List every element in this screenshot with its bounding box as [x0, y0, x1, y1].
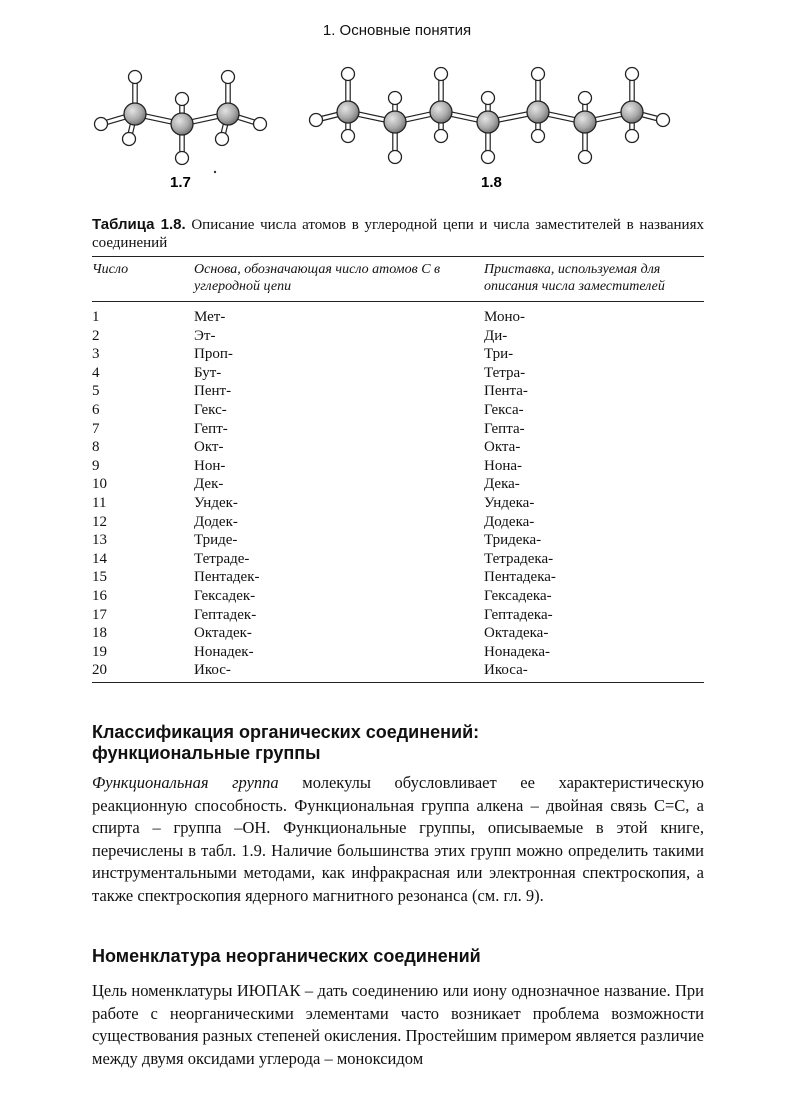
- carbon-atom: [477, 111, 499, 133]
- prefix-table: [92, 256, 704, 683]
- paragraph-inorganic-nomenclature: Цель номенклатуры ИЮПАК – дать соединению или иону однозначное название. При работе с неорганическими элементами часто возникает проблема возможности существования разных степеней окисления. Простейшим примером является различие между двумя оксидами углерода – моноксидом: [92, 981, 704, 1068]
- hydrogen-atom: [657, 114, 670, 127]
- cell-number: 13: [92, 532, 107, 549]
- cell-number: 17: [92, 606, 107, 623]
- paragraph-functional-groups: [92, 772, 704, 908]
- cell-stem: Проп-: [194, 346, 233, 363]
- table-row: [92, 345, 704, 364]
- cell-stem: Гепт-: [194, 420, 228, 437]
- hydrogen-atom: [176, 93, 189, 106]
- table-row: [92, 568, 704, 587]
- column-header-stem: Основа, обозначающая число атомов С в углеродной цепи: [194, 257, 484, 302]
- hydrogen-atom: [482, 151, 495, 164]
- cell-prefix: Нона-: [484, 457, 523, 474]
- table-caption-label: Таблица 1.8.: [92, 216, 186, 233]
- paragraph-functional-groups-text: молекулы обусловливает ее характеристическую реакционную способность. Функциональная группа алкена – двойная связь С=С, а спирта – группа –ОН. Функциональные группы, описываемые в этой книге, перечислены в табл. 1.9. Наличие большинства этих групп можно определить такими инструментальными методами, как инфракрасная или электронная спектроскопия, а также спектроскопия ядерного магнитного резонанса (см. гл. 9).: [92, 773, 704, 905]
- cell-prefix: Гептадека-: [484, 606, 553, 623]
- cell-stem: Гептадек-: [194, 606, 257, 623]
- table-caption-text: Описание числа атомов в углеродной цепи и числа заместителей в названиях соединений: [92, 217, 704, 251]
- cell-number: 5: [92, 383, 100, 400]
- hydrogen-atom: [216, 133, 229, 146]
- hydrogen-atom: [482, 92, 495, 105]
- section-heading-line-2: функциональные группы: [92, 743, 321, 763]
- table-row: [92, 643, 704, 662]
- carbon-atom: [217, 103, 239, 125]
- cell-number: 1: [92, 309, 100, 325]
- cell-stem: Ундек-: [194, 494, 238, 511]
- cell-stem: Дек-: [194, 476, 224, 493]
- cell-number: 6: [92, 401, 100, 418]
- cell-stem: Додек-: [194, 513, 238, 530]
- hydrogen-atom: [342, 68, 355, 81]
- hydrogen-atom: [176, 152, 189, 165]
- carbon-atom: [337, 101, 359, 123]
- cell-number: 11: [92, 494, 107, 511]
- hydrogen-atom: [342, 130, 355, 143]
- carbon-atom: [384, 111, 406, 133]
- table-row: [92, 494, 704, 513]
- cell-number: 15: [92, 569, 107, 586]
- table-row: [92, 438, 704, 457]
- cell-stem: Нонадек-: [194, 643, 254, 660]
- cell-stem: Эт-: [194, 327, 216, 344]
- cell-prefix: Моно-: [484, 309, 525, 325]
- hydrogen-atom: [123, 133, 136, 146]
- carbon-atom: [527, 101, 549, 123]
- cell-prefix: Пента-: [484, 383, 528, 400]
- cell-number: 14: [92, 550, 107, 567]
- table-row: [92, 531, 704, 550]
- table-row: [92, 302, 704, 327]
- column-header-prefix: Приставка, используемая для описания числа заместителей: [484, 257, 704, 302]
- molecule-figures: [88, 62, 698, 202]
- cell-stem: Пентадек-: [194, 569, 260, 586]
- hydrogen-atom: [389, 92, 402, 105]
- hydrogen-atom: [579, 92, 592, 105]
- cell-number: 16: [92, 587, 107, 604]
- hydrogen-atom: [310, 114, 323, 127]
- cell-prefix: Гекса-: [484, 401, 524, 418]
- hydrogen-atom: [579, 151, 592, 164]
- running-head: 1. Основные понятия: [322, 22, 472, 39]
- cell-stem: Икос-: [194, 661, 484, 682]
- cell-prefix: Нонадека-: [484, 643, 551, 660]
- cell-prefix: Тетра-: [484, 364, 526, 381]
- stray-dot: [214, 171, 216, 173]
- cell-number: 19: [92, 643, 107, 660]
- cell-stem: Гексадек-: [194, 587, 256, 604]
- table-row: [92, 475, 704, 494]
- table-row: [92, 327, 704, 346]
- cell-prefix: Октадека-: [484, 625, 549, 642]
- cell-stem: Окт-: [194, 439, 224, 456]
- cell-stem: Нон-: [194, 457, 226, 474]
- cell-prefix: Гексадека-: [484, 587, 552, 604]
- term-functional-group: Функциональная группа: [92, 773, 279, 792]
- cell-number: 10: [92, 476, 107, 493]
- cell-prefix: Пентадека-: [484, 569, 556, 586]
- column-header-number: Число: [92, 257, 194, 302]
- hydrogen-atom: [435, 130, 448, 143]
- table-row: [92, 661, 704, 682]
- cell-prefix: Ди-: [484, 327, 508, 344]
- cell-prefix: Гепта-: [484, 420, 525, 437]
- table-row: [92, 513, 704, 532]
- cell-prefix: Икоса-: [484, 661, 704, 682]
- cell-number: 8: [92, 439, 100, 456]
- table-row: [92, 382, 704, 401]
- cell-stem: Тетраде-: [194, 550, 250, 567]
- figure-label-1-8: 1.8: [481, 174, 502, 191]
- hydrogen-atom: [532, 68, 545, 81]
- table-row: [92, 401, 704, 420]
- hydrogen-atom: [95, 118, 108, 131]
- table-row: [92, 457, 704, 476]
- hydrogen-atom: [626, 68, 639, 81]
- cell-prefix: Ундека-: [484, 494, 535, 511]
- cell-stem: Октадек-: [194, 625, 252, 642]
- cell-number: 12: [92, 513, 107, 530]
- cell-prefix: Дека-: [484, 476, 520, 493]
- table-caption: [92, 216, 704, 252]
- cell-prefix: Додека-: [484, 513, 535, 530]
- cell-number: 4: [92, 364, 100, 381]
- hydrogen-atom: [222, 71, 235, 84]
- carbon-atom: [124, 103, 146, 125]
- carbon-atom: [574, 111, 596, 133]
- hydrogen-atom: [389, 151, 402, 164]
- cell-prefix: Окта-: [484, 439, 521, 456]
- table-body: [92, 302, 704, 683]
- carbon-atom: [171, 113, 193, 135]
- cell-number: 7: [92, 420, 100, 437]
- hydrogen-atom: [254, 118, 267, 131]
- hydrogen-atom: [532, 130, 545, 143]
- cell-number: 3: [92, 346, 100, 363]
- table-row: [92, 364, 704, 383]
- cell-prefix: Тридека-: [484, 532, 542, 549]
- carbon-atom: [430, 101, 452, 123]
- table-row: [92, 624, 704, 643]
- cell-prefix: Три-: [484, 346, 514, 363]
- hydrogen-atom: [129, 71, 142, 84]
- cell-prefix: Тетрадека-: [484, 550, 554, 567]
- table-row: [92, 587, 704, 606]
- section-heading-line-1: Классификация органических соединений:: [92, 722, 480, 742]
- cell-number: 2: [92, 327, 100, 344]
- figure-label-1-7: 1.7: [170, 174, 191, 191]
- cell-number: 18: [92, 625, 107, 642]
- cell-stem: Пент-: [194, 383, 232, 400]
- cell-number: 9: [92, 457, 100, 474]
- hydrogen-atom: [626, 130, 639, 143]
- cell-stem: Гекс-: [194, 401, 227, 418]
- hydrogen-atom: [435, 68, 448, 81]
- carbon-atom: [621, 101, 643, 123]
- cell-number: 20: [92, 661, 194, 682]
- table-row: [92, 606, 704, 625]
- cell-stem: Бут-: [194, 364, 222, 381]
- section-heading-inorganic-nomenclature: Номенклатура неорганических соединений: [92, 946, 481, 966]
- table-header-row: [92, 257, 704, 302]
- table-row: [92, 550, 704, 569]
- table-row: [92, 420, 704, 439]
- cell-stem: Триде-: [194, 532, 238, 549]
- cell-stem: Мет-: [194, 309, 226, 325]
- section-heading-classification: [92, 722, 704, 764]
